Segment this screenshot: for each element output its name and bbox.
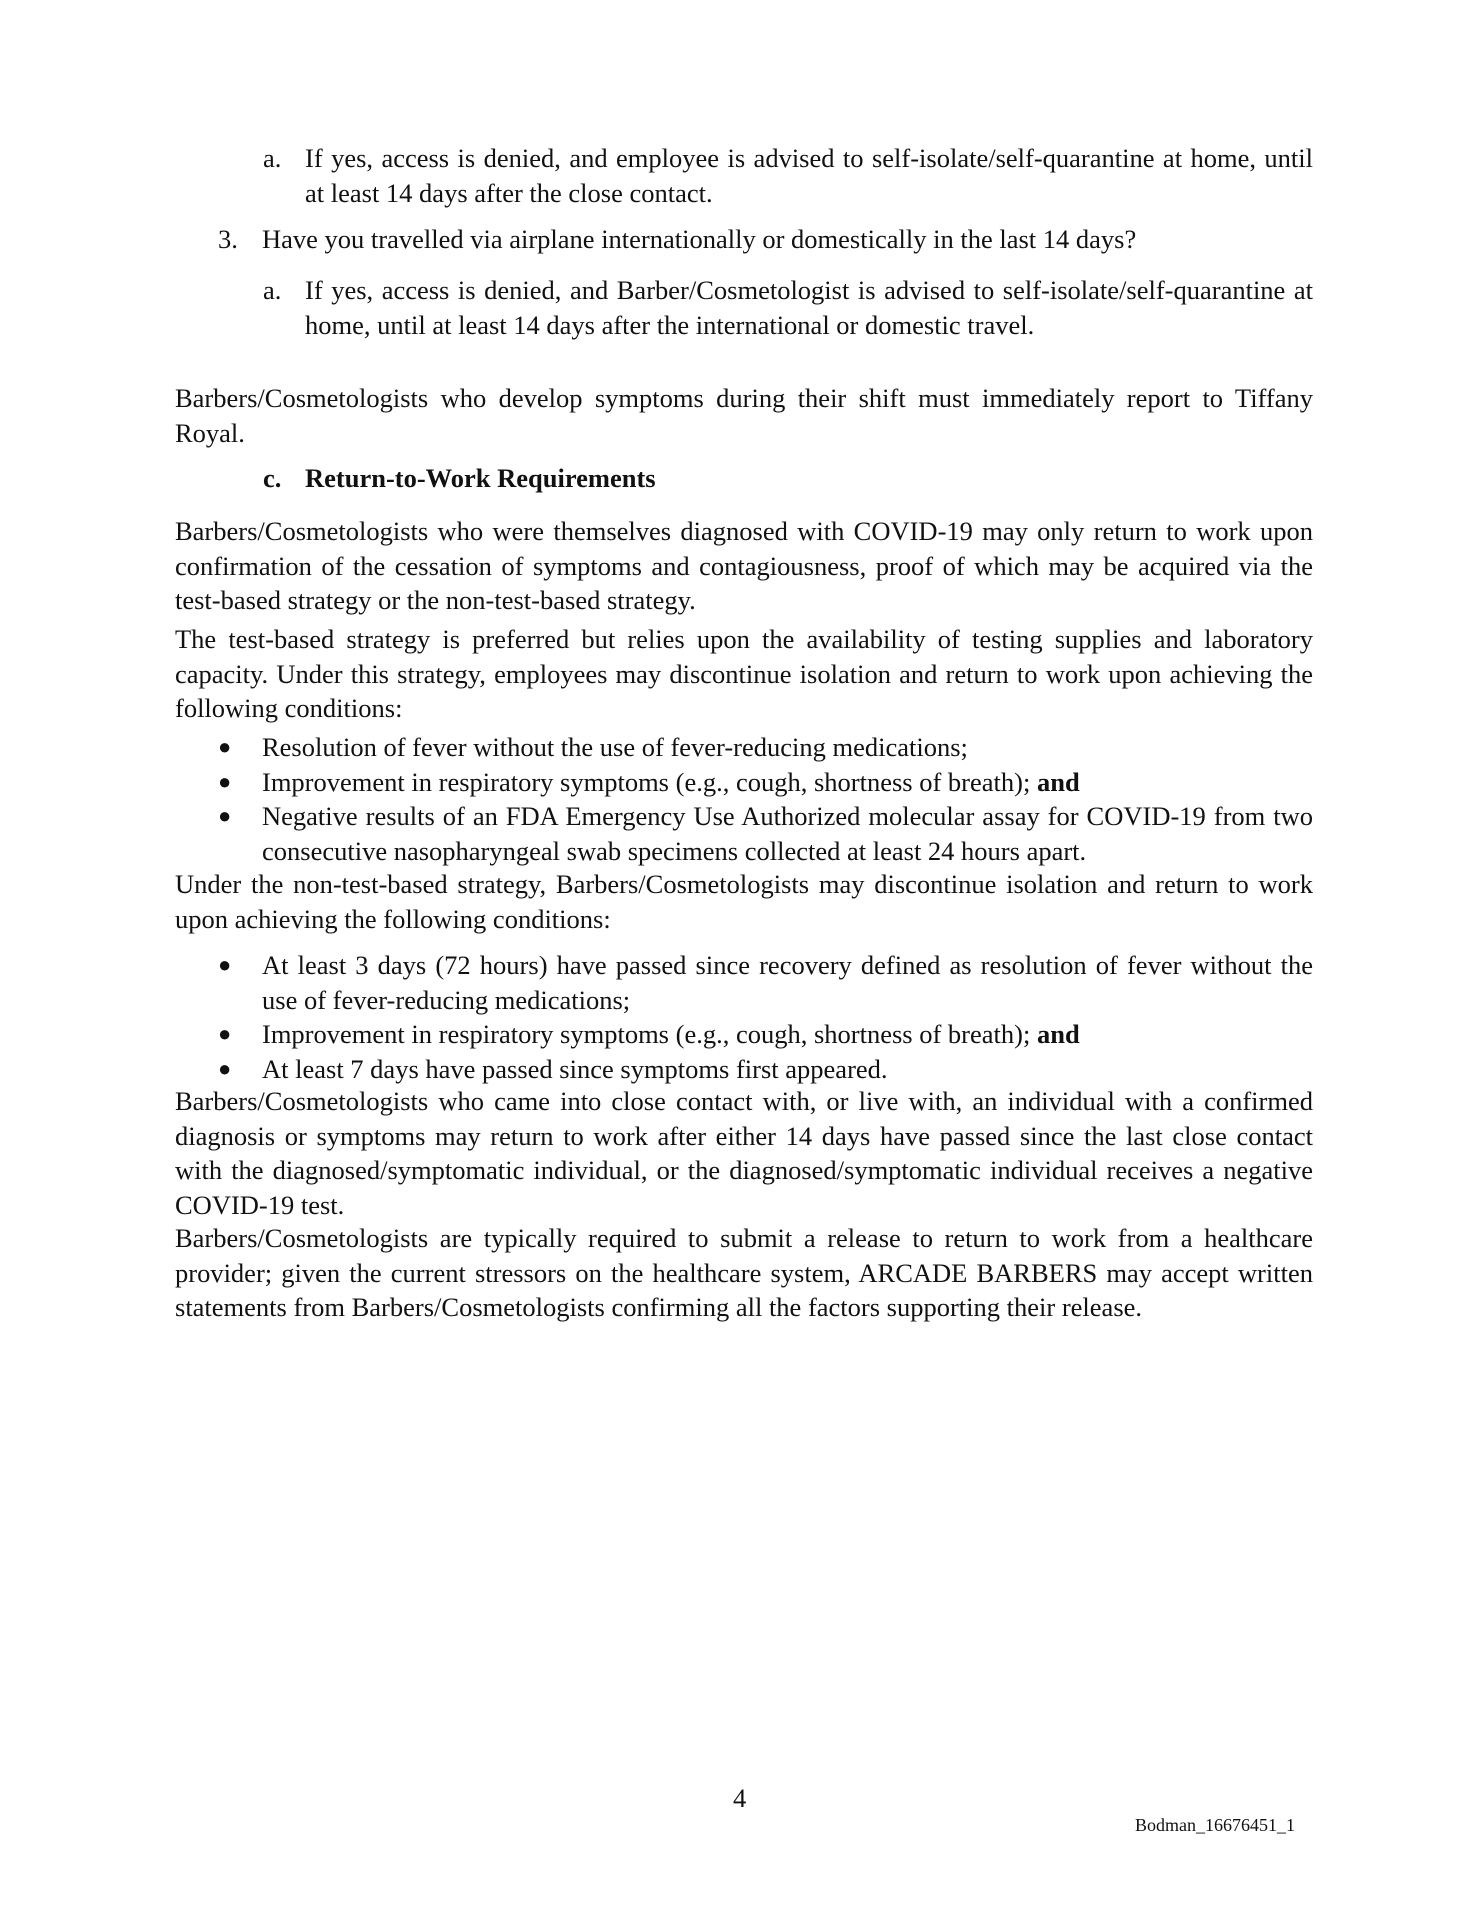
release-paragraph: Barbers/Cosmetologists are typically required to submit a release to return to work from a healthcare provider; given the current stressors on the healthcare system, ARCADE BARBERS may accept written statements from Barbers/Cosmetologists confirming all the factors supporting their release. — [175, 1223, 1313, 1322]
bullet-icon: ● — [218, 952, 232, 977]
list-item-text: Improvement in respiratory symptoms (e.g., cough, shortness of breath); — [262, 766, 1037, 797]
list-item-text: Negative results of an FDA Emergency Use Authorized molecular assay for COVID-19 from two consecutive nasopharyngeal swab specimens collected at least 24 hours apart. — [262, 801, 1313, 866]
bullet-icon: ● — [218, 803, 232, 828]
bullet-icon: ● — [218, 734, 232, 759]
emphasis-and: and — [1036, 766, 1080, 797]
list-item-text: At least 3 days (72 hours) have passed since recovery defined as resolution of fever without the use of fever-reducing medications; — [262, 950, 1313, 1015]
list-item-text: Have you travelled via airplane internationally or domestically in the last 14 days? — [262, 224, 1137, 254]
section-heading-return-to-work — [263, 461, 656, 496]
list-item — [218, 765, 1313, 800]
list-item-text: Improvement in respiratory symptoms (e.g., cough, shortness of breath); — [262, 1019, 1037, 1049]
emphasis-and: and — [1036, 1019, 1080, 1049]
list-item-text: If yes, access is denied, and Barber/Cosmetologist is advised to self-isolate/self-quarantine at home, until at least 14 days after the international or domestic travel. — [305, 275, 1313, 340]
document-id: Bodman_16676451_1 — [1135, 1815, 1295, 1835]
list-item — [218, 1017, 1313, 1052]
bullet-icon: ● — [218, 1055, 232, 1081]
section-label: c. — [263, 463, 282, 493]
list-item-text: If yes, access is denied, and employee is advised to self-isolate/self-quarantine at home, until at least 14 days after the close contact. — [305, 143, 1313, 208]
list-label: a. — [263, 275, 282, 305]
list-item — [218, 730, 1313, 765]
non-test-based-paragraph: Under the non-test-based strategy, Barbers/Cosmetologists may discontinue isolation and return to work upon achieving the following conditions: — [175, 869, 1313, 934]
list-item-text: Resolution of fever without the use of fever-reducing medications; — [262, 732, 968, 762]
list-item-text: At least 7 days have passed since symptoms first appeared. — [262, 1053, 888, 1084]
list-label: a. — [263, 143, 282, 173]
diagnosed-paragraph: Barbers/Cosmetologists who were themselves diagnosed with COVID-19 may only return to work upon confirmation of the cessation of symptoms and contagiousness, proof of which may be acquired via the test-based strategy or the non-test-based strategy. — [175, 516, 1313, 615]
bullet-icon: ● — [218, 768, 232, 794]
list-label: 3. — [218, 224, 238, 254]
list-item-3 — [218, 222, 1313, 257]
test-based-paragraph: The test-based strategy is preferred but relies upon the availability of testing supplies and laboratory capacity. Under this strategy, employees may discontinue isolation and return to work upon achieving the following conditions: — [175, 624, 1313, 723]
list-item-3a — [263, 273, 1313, 342]
page-number: 4 — [733, 1783, 747, 1813]
test-based-conditions-list — [218, 730, 1313, 868]
section-title: Return-to-Work Requirements — [305, 463, 656, 493]
list-item — [218, 1052, 1313, 1087]
list-item — [218, 799, 1313, 868]
non-test-based-conditions-list — [218, 948, 1313, 1086]
list-item-2a — [263, 141, 1313, 210]
symptoms-report-paragraph: Barbers/Cosmetologists who develop symptoms during their shift must immediately report to Tiffany Royal. — [175, 383, 1313, 448]
list-item — [218, 948, 1313, 1017]
bullet-icon: ● — [218, 1021, 232, 1046]
close-contact-paragraph: Barbers/Cosmetologists who came into close contact with, or live with, an individual with a confirmed diagnosis or symptoms may return to work after either 14 days have passed since the last close contact with the diagnosed/symptomatic individual, or the diagnosed/symptomatic individual receives a negative COVID-19 test. — [175, 1086, 1313, 1220]
